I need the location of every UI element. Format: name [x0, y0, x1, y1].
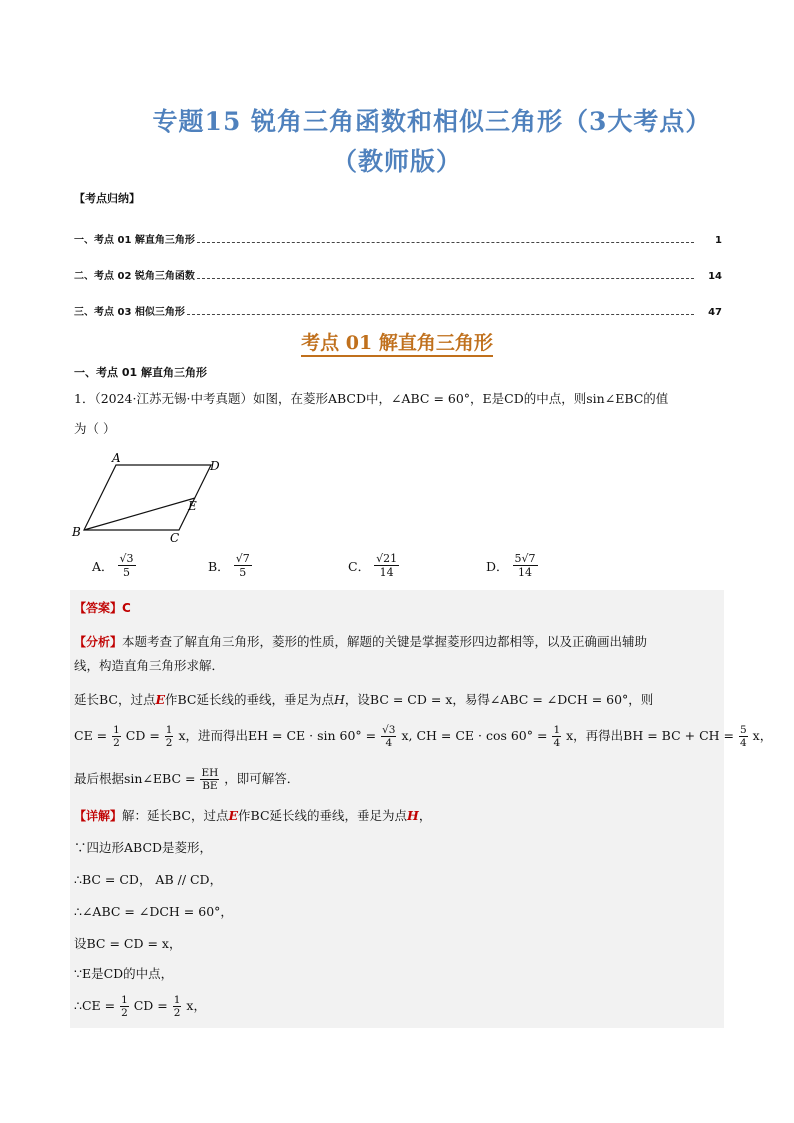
toc-item-2[interactable] [74, 266, 722, 282]
label-e: E [188, 499, 197, 513]
detail-line5: 设BC = CD = x， [74, 936, 182, 951]
question-stem-line1: 1．（2024·江苏无锡·中考真题）如图，在菱形ABCD中，∠ABC = 60°，E是CD的中点，则sin∠EBC的值 [74, 391, 669, 406]
toc-item-text: 三、考点 03 相似三角形 [74, 307, 185, 318]
rhombus-shape [84, 465, 211, 530]
segment-be [84, 498, 195, 530]
section-sub-label: 一、考点 01 解直角三角形 [74, 366, 207, 379]
toc-item-page: 1 [715, 235, 722, 246]
option-c[interactable]: C． $\frac{√21}{14}$ [348, 552, 398, 579]
question-stem-line2: 为（ ） [74, 421, 116, 436]
option-b[interactable]: B． $\frac{√7}{5}$ [208, 552, 250, 579]
analysis-line2: 线，构造直角三角形求解． [74, 658, 225, 673]
detail-line7: ∴CE = $\frac{1}{2}$ CD = $\frac{1}{2}$ x， [74, 994, 206, 1019]
rhombus-figure [66, 450, 236, 545]
toc-item-text: 二、考点 02 锐角三角函数 [74, 271, 195, 282]
toc-item-1[interactable] [74, 230, 722, 246]
detail-line6: ∵E是CD的中点， [74, 966, 174, 981]
analysis-line1: 【分析】本题考查了解直角三角形，菱形的性质，解题的关键是掌握菱形四边都相等，以及正确画出辅助 [74, 634, 648, 649]
detail-tag: 【详解】 [74, 809, 123, 823]
label-c: C [170, 531, 180, 545]
option-d[interactable]: D． $\frac{5√7}{14}$ [486, 552, 536, 579]
label-d: D [210, 459, 220, 473]
toc-label: 【考点归纳】 [74, 192, 140, 205]
answer-value: C [122, 601, 131, 615]
document-title: 专题15 锐角三角函数和相似三角形（3大考点） [152, 107, 712, 136]
section-heading: 考点 01 解直角三角形 [0, 328, 794, 355]
detail-line1: 【详解】解：延长BC，过点E作BC延长线的垂线，垂足为点H， [74, 808, 432, 823]
detail-line4: ∴∠ABC = ∠DCH = 60°， [74, 904, 233, 919]
toc-item-page: 47 [708, 307, 722, 318]
toc-item-text: 一、考点 01 解直角三角形 [74, 235, 195, 246]
answer-tag: 【答案】 [74, 601, 123, 615]
answer-line [74, 598, 722, 618]
document-subtitle: （教师版） [331, 147, 462, 176]
analysis-line4: CE = $\frac{1}{2}$ CD = $\frac{1}{2}$ x，进而得出EH = CE · sin 60° = $\frac{√3}{4}$ x, CH = CE · cos 60° = $\frac{1}{4}$ x，再得出BH = BC + CH = $\frac{5}{4}$ x， [74, 724, 773, 749]
label-a: A [112, 451, 121, 465]
analysis-line3: 延长BC，过点E作BC延长线的垂线，垂足为点H，设BC = CD = x，易得∠ABC = ∠DCH = 60°，则 [74, 692, 654, 707]
toc-item-3[interactable] [74, 302, 722, 318]
option-a[interactable]: A． $\frac{√3}{5}$ [92, 552, 134, 579]
analysis-line5: 最后根据sin∠EBC = $\frac{EH}{BE}$ ，即可解答． [74, 767, 300, 792]
detail-line3: ∴BC = CD， AB // CD， [74, 872, 223, 887]
analysis-tag: 【分析】 [74, 635, 123, 649]
label-b: B [72, 525, 81, 539]
toc-leader [197, 242, 694, 243]
detail-line2: ∵四边形ABCD是菱形， [74, 840, 213, 855]
toc-leader [197, 278, 694, 279]
toc-leader [187, 314, 694, 315]
toc-item-page: 14 [708, 271, 722, 282]
